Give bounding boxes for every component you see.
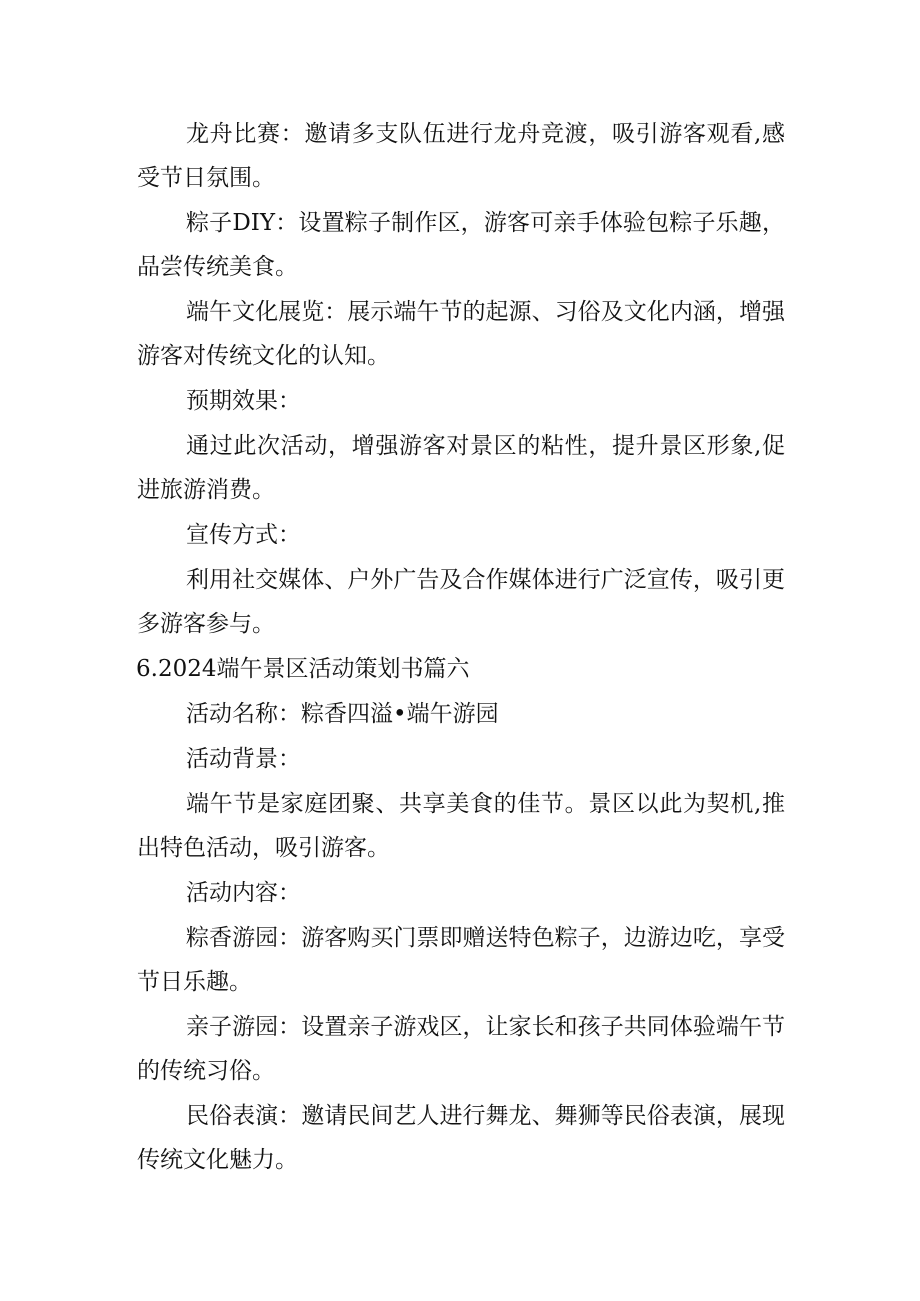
label-activity-content: 活动内容：	[186, 880, 301, 906]
paragraph-activity-background: 端午节是家庭团聚、共享美食的佳节。景区以此为契机,推出特色活动，吸引游客。	[137, 791, 785, 861]
paragraph-zongzi-garden: 粽香游园：游客购买门票即赠送特色粽子，边游边吃，享受节日乐趣。	[137, 925, 785, 995]
paragraph-family-garden: 亲子游园：设置亲子游戏区，让家长和孩子共同体验端午节的传统习俗。	[137, 1014, 785, 1084]
paragraph-expected-effect: 通过此次活动，增强游客对景区的粘性，提升景区形象,促进旅游消费。	[137, 433, 785, 503]
paragraph-zongzi-diy: 粽子DIY：设置粽子制作区，游客可亲手体验包粽子乐趣，品尝传统美食。	[137, 210, 785, 280]
paragraph-promotion-method: 利用社交媒体、户外广告及合作媒体进行广泛宣传，吸引更多游客参与。	[137, 567, 785, 637]
label-promotion-method: 宣传方式：	[186, 522, 301, 548]
label-expected-effect: 预期效果：	[186, 388, 301, 414]
paragraph-activity-name: 活动名称：粽香四溢•端午游园	[186, 701, 499, 727]
paragraph-folk-performance: 民俗表演：邀请民间艺人进行舞龙、舞狮等民俗表演，展现传统文化魅力。	[137, 1103, 785, 1173]
paragraph-dragon-boat-race: 龙舟比赛：邀请多支队伍进行龙舟竞渡，吸引游客观看,感受节日氛围。	[137, 121, 785, 191]
paragraph-culture-exhibition: 端午文化展览：展示端午节的起源、习俗及文化内涵，增强游客对传统文化的认知。	[137, 299, 785, 369]
document-body	[137, 112, 785, 1183]
section-heading: 6.2024端午景区活动策划书篇六	[136, 656, 470, 682]
label-activity-background: 活动背景：	[186, 746, 301, 772]
